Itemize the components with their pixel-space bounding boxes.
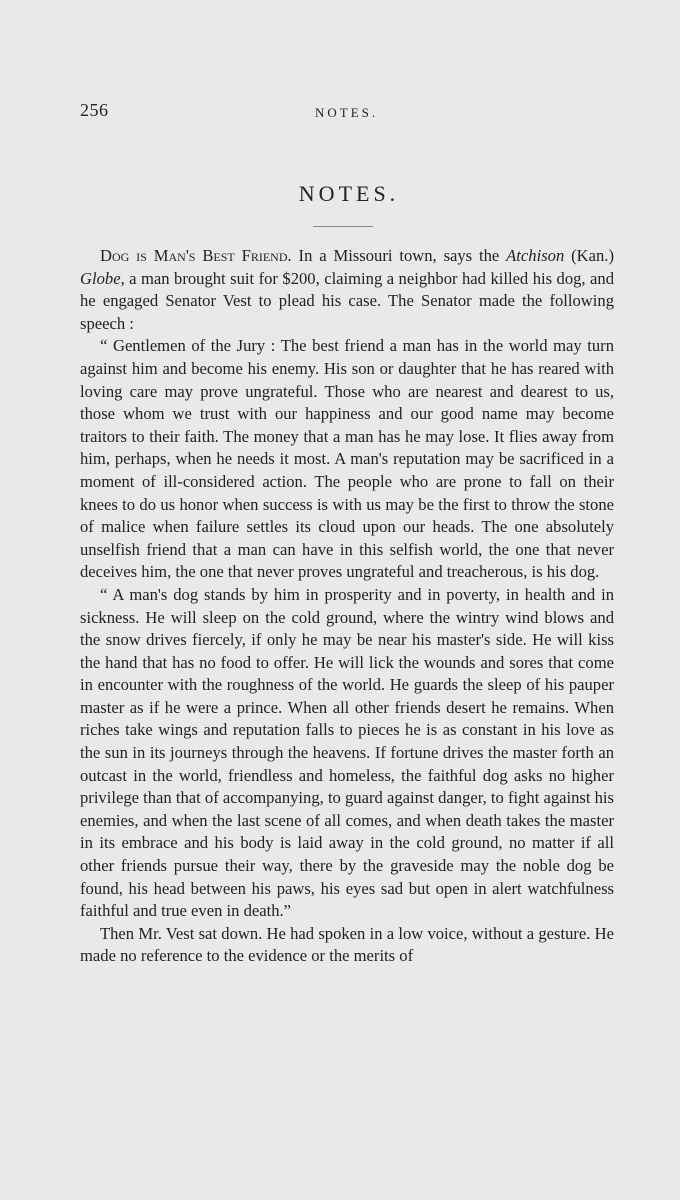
body-text [80,245,614,968]
page-number: 256 [80,100,109,120]
paragraph-1-text-c: , a man brought suit for $200, claiming a neighbor had killed his dog, and he engaged Senator Vest to plead his case. The Senator made the following speech : [80,268,614,333]
title-divider [313,226,373,227]
source-name-atchison: Atchison [506,246,565,265]
source-name-globe: Globe [80,268,121,288]
running-head [80,100,614,124]
section-title: NOTES. [298,181,400,206]
paragraph-2: “ Gentlemen of the Jury : The best friend a man has in the world may turn against him and become his enemy. His son or daughter that he has reared with loving care may prove ungrateful. Those who are nearest and dearest to us, those whom we trust with our happiness and our good name may become traitors to their faith. The money that a man has he may lose. It flies away from him, perhaps, when he needs it most. A man's reputation may be sacrificed in a moment of ill-considered action. The people who are prone to fall on their knees to do us honor when success is with us may be the first to throw the stone of malice when failure settles its cloud upon our heads. The one absolutely unselfish friend that a man can have in this selfish world, the one that never deceives him, the one that never proves ungrateful and treacherous, is his dog. [80,336,614,582]
paragraph-1 [80,245,614,335]
paragraph-lead-in: Dog is Man's Best Friend. [100,246,292,265]
paragraph-1-text-b: (Kan.) [571,246,614,265]
paragraph-3: “ A man's dog stands by him in prosperity and in poverty, in health and in sickness. He will sleep on the cold ground, where the wintry wind blows and the snow drives fiercely, if only he may be near his master's side. He will kiss the hand that has no food to offer. He will lick the wounds and sores that come in encounter with the roughness of the world. He guards the sleep of his pauper master as if he were a prince. When all other friends desert he remains. When riches take wings and reputation falls to pieces he is as constant in his love as the sun in its journeys through the heavens. If fortune drives the master forth an outcast in the world, friendless and homeless, the faithful dog asks no higher privilege than that of accompanying, to guard against danger, to fight against his enemies, and when the last scene of all comes, and when death takes the master in its embrace and his body is laid away in the cold ground, no matter if all other friends pursue their way, there by the graveside may the noble dog be found, his head between his paws, his eyes sad but open in alert watchfulness faithful and true even in death.” [80,584,614,921]
running-title: NOTES. [315,105,379,120]
paragraph-4: Then Mr. Vest sat down. He had spoken in a low voice, without a gesture. He made no reference to the evidence or the merits of [80,923,614,966]
paragraph-1-text-a: In a Missouri town, says the [298,246,500,265]
